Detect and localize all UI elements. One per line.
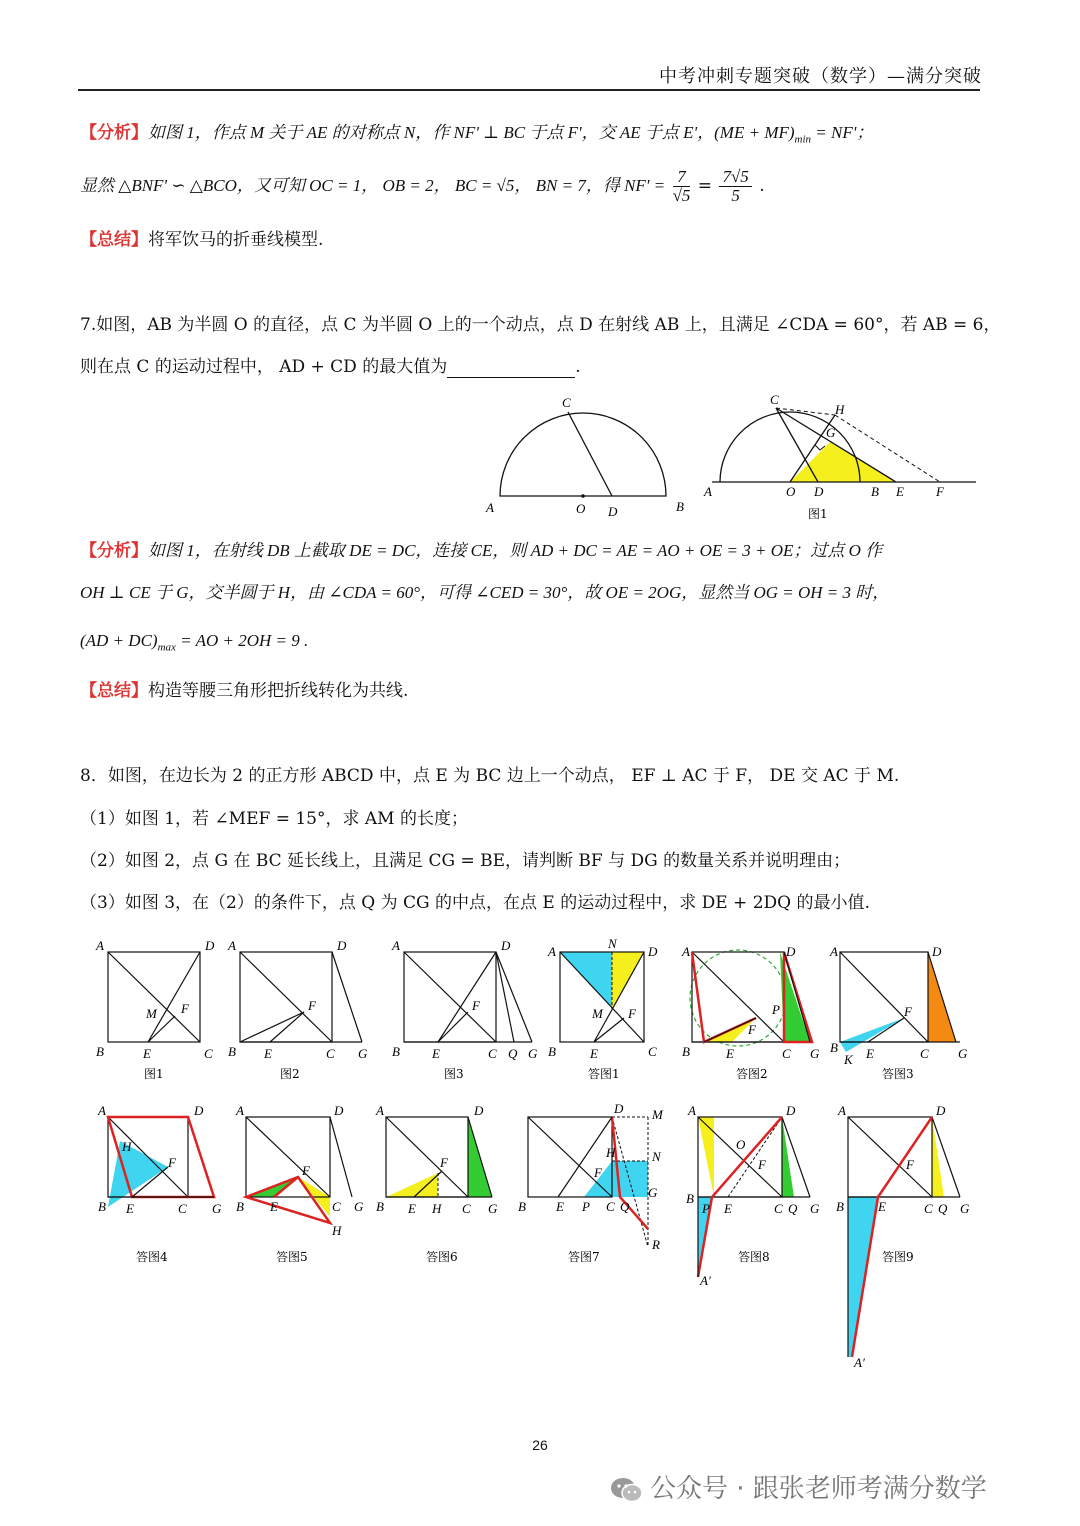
svg-text:D: D xyxy=(501,938,511,953)
svg-text:G: G xyxy=(810,1046,820,1061)
svg-text:G: G xyxy=(810,1201,820,1216)
svg-text:C: C xyxy=(648,1044,657,1059)
label-f2: F xyxy=(936,484,944,499)
svg-text:G: G xyxy=(958,1046,968,1061)
header-rule xyxy=(78,89,980,91)
ans-fig8 xyxy=(686,1103,820,1288)
q6-summary xyxy=(80,229,995,251)
svg-text:C: C xyxy=(924,1201,933,1216)
svg-text:A: A xyxy=(830,944,838,959)
q7-fig-caption: 图1 xyxy=(808,507,828,521)
label-c2: C xyxy=(770,392,779,407)
diag-ac xyxy=(108,952,200,1042)
svg-text:A′: A′ xyxy=(700,1273,711,1288)
q7-figures xyxy=(480,390,990,530)
q6-summary-text: 将军饮马的折垂线模型. xyxy=(148,230,324,250)
svg-text:A: A xyxy=(228,938,236,953)
svg-text:G: G xyxy=(212,1201,222,1216)
svg-text:F: F xyxy=(181,1001,189,1016)
svg-text:B: B xyxy=(376,1199,384,1214)
q7-summary-text: 构造等腰三角形把折线转化为共线. xyxy=(148,681,409,701)
svg-text:E: E xyxy=(556,1199,564,1214)
cap-ans9: 答图9 xyxy=(882,1250,914,1264)
fig1 xyxy=(95,938,215,1081)
q7-analysis-text3b: = AO + 2OH = 9 . xyxy=(175,631,309,650)
svg-text:D: D xyxy=(936,1103,946,1118)
svg-text:F: F xyxy=(168,1155,176,1170)
svg-text:F: F xyxy=(906,1157,914,1172)
ans-fig1 xyxy=(547,936,658,1081)
svg-text:D: D xyxy=(648,944,658,959)
svg-text:A: A xyxy=(376,1103,384,1118)
svg-text:F: F xyxy=(594,1165,602,1180)
cap-ans4: 答图4 xyxy=(136,1250,168,1264)
label-b2: B xyxy=(871,484,879,499)
q7-figure-left xyxy=(485,395,684,519)
label-h: H xyxy=(835,402,845,417)
svg-text:P: P xyxy=(772,1002,780,1017)
svg-text:C: C xyxy=(326,1046,335,1061)
svg-text:F: F xyxy=(904,1004,912,1019)
q7-analysis-line3 xyxy=(80,630,995,658)
cap-fig2: 图2 xyxy=(280,1067,300,1081)
q8-figures-row1 xyxy=(88,930,988,1090)
watermark xyxy=(610,1468,987,1505)
svg-text:G: G xyxy=(488,1201,498,1216)
label-b: B xyxy=(676,499,684,514)
svg-text:E: E xyxy=(264,1046,272,1061)
ans-fig3 xyxy=(829,944,968,1081)
svg-text:P: P xyxy=(702,1201,710,1216)
cap-ans5: 答图5 xyxy=(276,1250,308,1264)
svg-text:M: M xyxy=(652,1107,663,1122)
label-g: G xyxy=(826,425,836,440)
svg-text:E: E xyxy=(724,1201,732,1216)
q6-analysis-text1: 如图 1，作点 M 关于 AE 的对称点 N，作 NF' ⊥ BC 于点 F'，交 AE 于点 E'，(ME + MF) xyxy=(148,123,795,142)
svg-text:B: B xyxy=(518,1199,526,1214)
svg-text:F: F xyxy=(758,1157,766,1172)
svg-text:B: B xyxy=(682,1044,690,1059)
svg-text:F: F xyxy=(440,1155,448,1170)
yellow-region xyxy=(790,442,896,482)
summary-tag: 【总结】 xyxy=(80,230,148,250)
q7-analysis-line2: OH ⊥ CE 于 G，交半圆于 H，由 ∠CDA = 60°，可得 ∠CED = 30°，故 OE = 2OG，显然当 OG = OH = 3 时， xyxy=(80,583,890,602)
cap-ans8: 答图8 xyxy=(738,1250,770,1264)
q6-analysis-line1 xyxy=(80,122,995,150)
svg-text:D: D xyxy=(205,938,215,953)
label-e2: E xyxy=(896,484,904,499)
label-c: C xyxy=(562,395,571,410)
q6-analysis-line2: 显然 △BNF' ∽ △BCO，又可知 OC = 1， OB = 2， BC = √5， BN = 7，得 NF' = $\frac{7}{√5}$ = $\frac{7√5}{5}$ . xyxy=(80,167,765,205)
page-number: 26 xyxy=(532,1437,548,1453)
label-a2: A xyxy=(704,484,712,499)
svg-text:C: C xyxy=(178,1201,187,1216)
svg-text:E: E xyxy=(143,1046,151,1061)
q8-figures-row2 xyxy=(88,1095,988,1375)
svg-text:B: B xyxy=(686,1191,694,1206)
svg-text:C: C xyxy=(204,1046,213,1061)
cap-fig1: 图1 xyxy=(144,1067,164,1081)
svg-text:D: D xyxy=(786,944,796,959)
q7-stem-text2: 则在点 C 的运动过程中， AD + CD 的最大值为 xyxy=(80,357,448,377)
label-d: D xyxy=(608,504,618,519)
q6-analysis-text2: 显然 △BNF' ∽ △BCO，又可知 OC = 1， OB = 2， BC = √5， BN = 7，得 NF' = xyxy=(80,176,666,195)
svg-text:O: O xyxy=(736,1137,746,1152)
fig3 xyxy=(391,938,538,1081)
svg-text:D: D xyxy=(614,1101,624,1116)
svg-text:H: H xyxy=(332,1223,342,1238)
svg-text:A: A xyxy=(548,944,556,959)
ans-fig9 xyxy=(836,1103,970,1370)
svg-text:B: B xyxy=(836,1199,844,1214)
cap-ans1: 答图1 xyxy=(588,1067,620,1081)
q7-stem-line2: 则在点 C 的运动过程中， AD + CD 的最大值为 . xyxy=(80,357,581,377)
q8-stem: 8．如图，在边长为 2 的正方形 ABCD 中，点 E 为 BC 边上一个动点， EF ⊥ AC 于 F， DE 交 AC 于 M. xyxy=(80,766,900,786)
q7-figure-right xyxy=(703,392,976,521)
svg-text:Q: Q xyxy=(508,1046,518,1061)
frac2-num: 7√5 xyxy=(719,168,751,187)
q8-part2: （2）如图 2，点 G 在 BC 延长线上，且满足 CG = BE，请判断 BF 与 DG 的数量关系并说明理由； xyxy=(80,851,851,871)
svg-text:C: C xyxy=(332,1199,341,1214)
summary-tag: 【总结】 xyxy=(80,681,148,701)
svg-text:P: P xyxy=(582,1199,590,1214)
svg-text:N: N xyxy=(608,936,617,951)
svg-text:F: F xyxy=(302,1163,310,1178)
svg-text:Q: Q xyxy=(788,1201,798,1216)
svg-text:Q: Q xyxy=(620,1199,630,1214)
cap-ans2: 答图2 xyxy=(736,1067,768,1081)
q7-summary xyxy=(80,680,995,702)
svg-text:G: G xyxy=(648,1185,658,1200)
answer-blank xyxy=(447,361,575,378)
svg-text:E: E xyxy=(270,1199,278,1214)
ans-fig4 xyxy=(97,1103,222,1264)
svg-text:D: D xyxy=(334,1103,344,1118)
svg-text:A′: A′ xyxy=(854,1355,865,1370)
svg-text:H: H xyxy=(606,1145,616,1160)
frac2-den: 5 xyxy=(731,186,740,205)
svg-text:D: D xyxy=(786,1103,796,1118)
svg-text:C: C xyxy=(606,1199,615,1214)
ans-fig5 xyxy=(235,1103,364,1264)
svg-text:B: B xyxy=(830,1040,838,1055)
q6-frac1 xyxy=(673,168,691,205)
svg-text:C: C xyxy=(488,1046,497,1061)
svg-text:R: R xyxy=(652,1237,660,1252)
svg-text:G: G xyxy=(354,1199,364,1214)
label-o: O xyxy=(576,501,586,516)
svg-text:D: D xyxy=(337,938,347,953)
svg-text:B: B xyxy=(96,1044,104,1059)
svg-text:H: H xyxy=(432,1201,442,1216)
analysis-tag: 【分析】 xyxy=(80,541,148,561)
svg-text:Q: Q xyxy=(938,1201,948,1216)
svg-text:F: F xyxy=(748,1022,756,1037)
svg-text:D: D xyxy=(194,1103,204,1118)
q6-analysis-text1-end: = NF'； xyxy=(811,123,874,142)
svg-text:C: C xyxy=(782,1046,791,1061)
cap-ans6: 答图6 xyxy=(426,1250,458,1264)
segment-de xyxy=(148,952,200,1042)
running-header: 中考冲刺专题突破（数学）—满分突破 xyxy=(659,66,982,87)
svg-text:E: E xyxy=(866,1046,874,1061)
svg-text:M: M xyxy=(592,1006,603,1021)
frac1-num: 7 xyxy=(673,168,691,187)
svg-text:B: B xyxy=(236,1199,244,1214)
svg-text:E: E xyxy=(408,1201,416,1216)
label-d2: D xyxy=(814,484,824,499)
q8-part1: （1）如图 1，若 ∠MEF = 15°，求 AM 的长度； xyxy=(80,809,468,829)
q7-stem-line1: 7.如图，AB 为半圆 O 的直径，点 C 为半圆 O 上的一个动点，点 D 在射线 AB 上，且满足 ∠CDA = 60°，若 AB = 6， xyxy=(80,315,1001,335)
svg-text:A: A xyxy=(838,1103,846,1118)
svg-text:A: A xyxy=(682,944,690,959)
wechat-icon xyxy=(610,1476,644,1504)
svg-text:A: A xyxy=(236,1103,244,1118)
svg-text:A: A xyxy=(392,938,400,953)
svg-text:G: G xyxy=(528,1046,538,1061)
frac1-den: √5 xyxy=(672,186,691,205)
ans-fig2 xyxy=(681,944,820,1081)
label-a: A xyxy=(486,500,494,515)
svg-text:B: B xyxy=(392,1044,400,1059)
svg-text:B: B xyxy=(548,1044,556,1059)
label-o2: O xyxy=(786,484,796,499)
svg-text:G: G xyxy=(960,1201,970,1216)
segment-cd-left xyxy=(568,412,612,496)
svg-text:B: B xyxy=(228,1044,236,1059)
svg-text:M: M xyxy=(146,1006,157,1021)
svg-text:D: D xyxy=(474,1103,484,1118)
svg-text:E: E xyxy=(126,1201,134,1216)
q7-analysis-text3a: (AD + DC) xyxy=(80,631,158,650)
ans-fig7 xyxy=(518,1101,664,1264)
svg-text:E: E xyxy=(878,1199,886,1214)
svg-text:D: D xyxy=(932,944,942,959)
svg-text:G: G xyxy=(358,1046,368,1061)
svg-text:C: C xyxy=(774,1201,783,1216)
svg-text:F: F xyxy=(472,998,480,1013)
analysis-tag: 【分析】 xyxy=(80,123,148,143)
watermark-text: 公众号 · 跟张老师考满分数学 xyxy=(650,1474,987,1504)
svg-text:K: K xyxy=(844,1052,853,1067)
svg-text:A: A xyxy=(688,1103,696,1118)
center-o-left xyxy=(581,494,585,498)
svg-text:C: C xyxy=(920,1046,929,1061)
svg-text:H: H xyxy=(122,1139,132,1154)
cap-ans7: 答图7 xyxy=(568,1250,600,1264)
svg-text:E: E xyxy=(726,1046,734,1061)
semicircle-left xyxy=(500,413,666,496)
cap-fig3: 图3 xyxy=(444,1067,464,1081)
q7-max-sub: max xyxy=(157,641,176,654)
svg-text:N: N xyxy=(652,1149,661,1164)
svg-text:E: E xyxy=(590,1046,598,1061)
svg-text:F: F xyxy=(308,998,316,1013)
q6-min-sub: min xyxy=(794,133,812,146)
q7-analysis-line1 xyxy=(80,540,995,562)
svg-text:C: C xyxy=(462,1201,471,1216)
svg-text:A: A xyxy=(96,938,104,953)
ans-fig6 xyxy=(375,1103,498,1264)
svg-text:F: F xyxy=(628,1006,636,1021)
q8-part3: （3）如图 3，在（2）的条件下，点 Q 为 CG 的中点，在点 E 的运动过程中，求 DE + 2DQ 的最小值. xyxy=(80,893,870,913)
q7-analysis-text1: 如图 1，在射线 DB 上截取 DE = DC，连接 CE，则 AD + DC = AE = AO + OE = 3 + OE；过点 O 作 xyxy=(148,541,883,560)
fig2 xyxy=(227,938,368,1081)
svg-text:B: B xyxy=(98,1199,106,1214)
svg-text:A: A xyxy=(98,1103,106,1118)
q6-frac2 xyxy=(719,168,751,205)
cap-ans3: 答图3 xyxy=(882,1067,914,1081)
svg-text:E: E xyxy=(432,1046,440,1061)
